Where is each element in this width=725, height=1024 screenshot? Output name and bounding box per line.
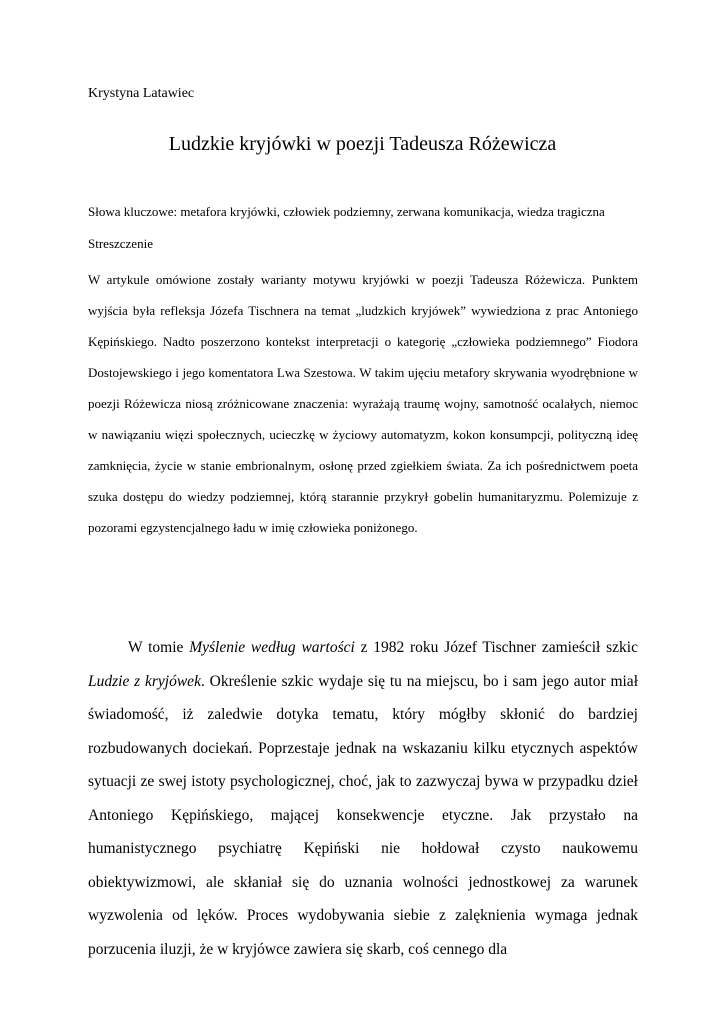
abstract-paragraph: W artykule omówione zostały warianty motywu kryjówki w poezji Tadeusza Różewicza. Punktem wyjścia była refleksja Józefa Tischnera na temat „ludzkich kryjówek” wywiedziona z prac Antoniego Kępińskiego. Nadto poszerzono kontekst interpretacji o kategorię „człowieka podziemnego” Fiodora Dostojewskiego i jego komentatora Lwa Szestowa. W takim ujęciu metafory skrywania wyodrębnione w poezji Różewicza niosą zróżnicowane znaczenia: wyrażają traumę wojny, samotność ocalałych, niemoc w nawiązaniu więzi społecznych, ucieczkę w życiowy automatyzm, kokon konsumpcji, polityczną ideę zamknięcia, życie w stanie embrionalnym, osłonę przed zgiełkiem świata. Za ich pośrednictwem poeta szuka dostępu do wiedzy podziemnej, którą starannie przykrył gobelin humanitaryzmu. Polemizuje z pozorami egzystencjalnego ładu w imię człowieka poniżonego. bbox=[88, 272, 638, 535]
keywords-line: Słowa kluczowe: metafora kryjówki, człowiek podziemny, zerwana komunikacja, wiedza tragiczna bbox=[88, 204, 605, 219]
essay-title-italic: Ludzie z kryjówek bbox=[88, 672, 201, 690]
body-text-1: W tomie bbox=[128, 639, 190, 656]
body-paragraph bbox=[88, 631, 638, 966]
book-title-italic: Myślenie według wartości bbox=[189, 639, 355, 656]
abstract-heading: Streszczenie bbox=[88, 236, 153, 251]
body-text-3: . Określenie szkic wydaje się tu na miejscu, bo i sam jego autor miał świadomość, iż zaledwie dotyka tematu, który mógłby skłonić do bardziej rozbudowanych dociekań. Poprzestaje jednak na wskazaniu kilku etycznych aspektów sytuacji ze swej istoty psychologicznej, choć, jak to zazwyczaj bywa w przypadku dzieł Antoniego Kępińskiego, mającej konsekwencje etyczne. Jak przystało na humanistycznego psychiatrę Kępiński nie hołdował czysto naukowemu obiektywizmowi, ale skłaniał się do uznania wolności jednostkowej za warunek wyzwolenia od lęków. Proces wydobywania siebie z zalęknienia wymaga jednak porzucenia iluzji, że w kryjówce zawiera się skarb, coś cennego dla bbox=[88, 672, 638, 958]
author-name: Krystyna Latawiec bbox=[88, 86, 195, 101]
paper-title: Ludzkie kryjówki w poezji Tadeusza Różewicza bbox=[168, 133, 557, 155]
body-text-2: z 1982 roku Józef Tischner zamieścił szkic bbox=[354, 639, 638, 656]
